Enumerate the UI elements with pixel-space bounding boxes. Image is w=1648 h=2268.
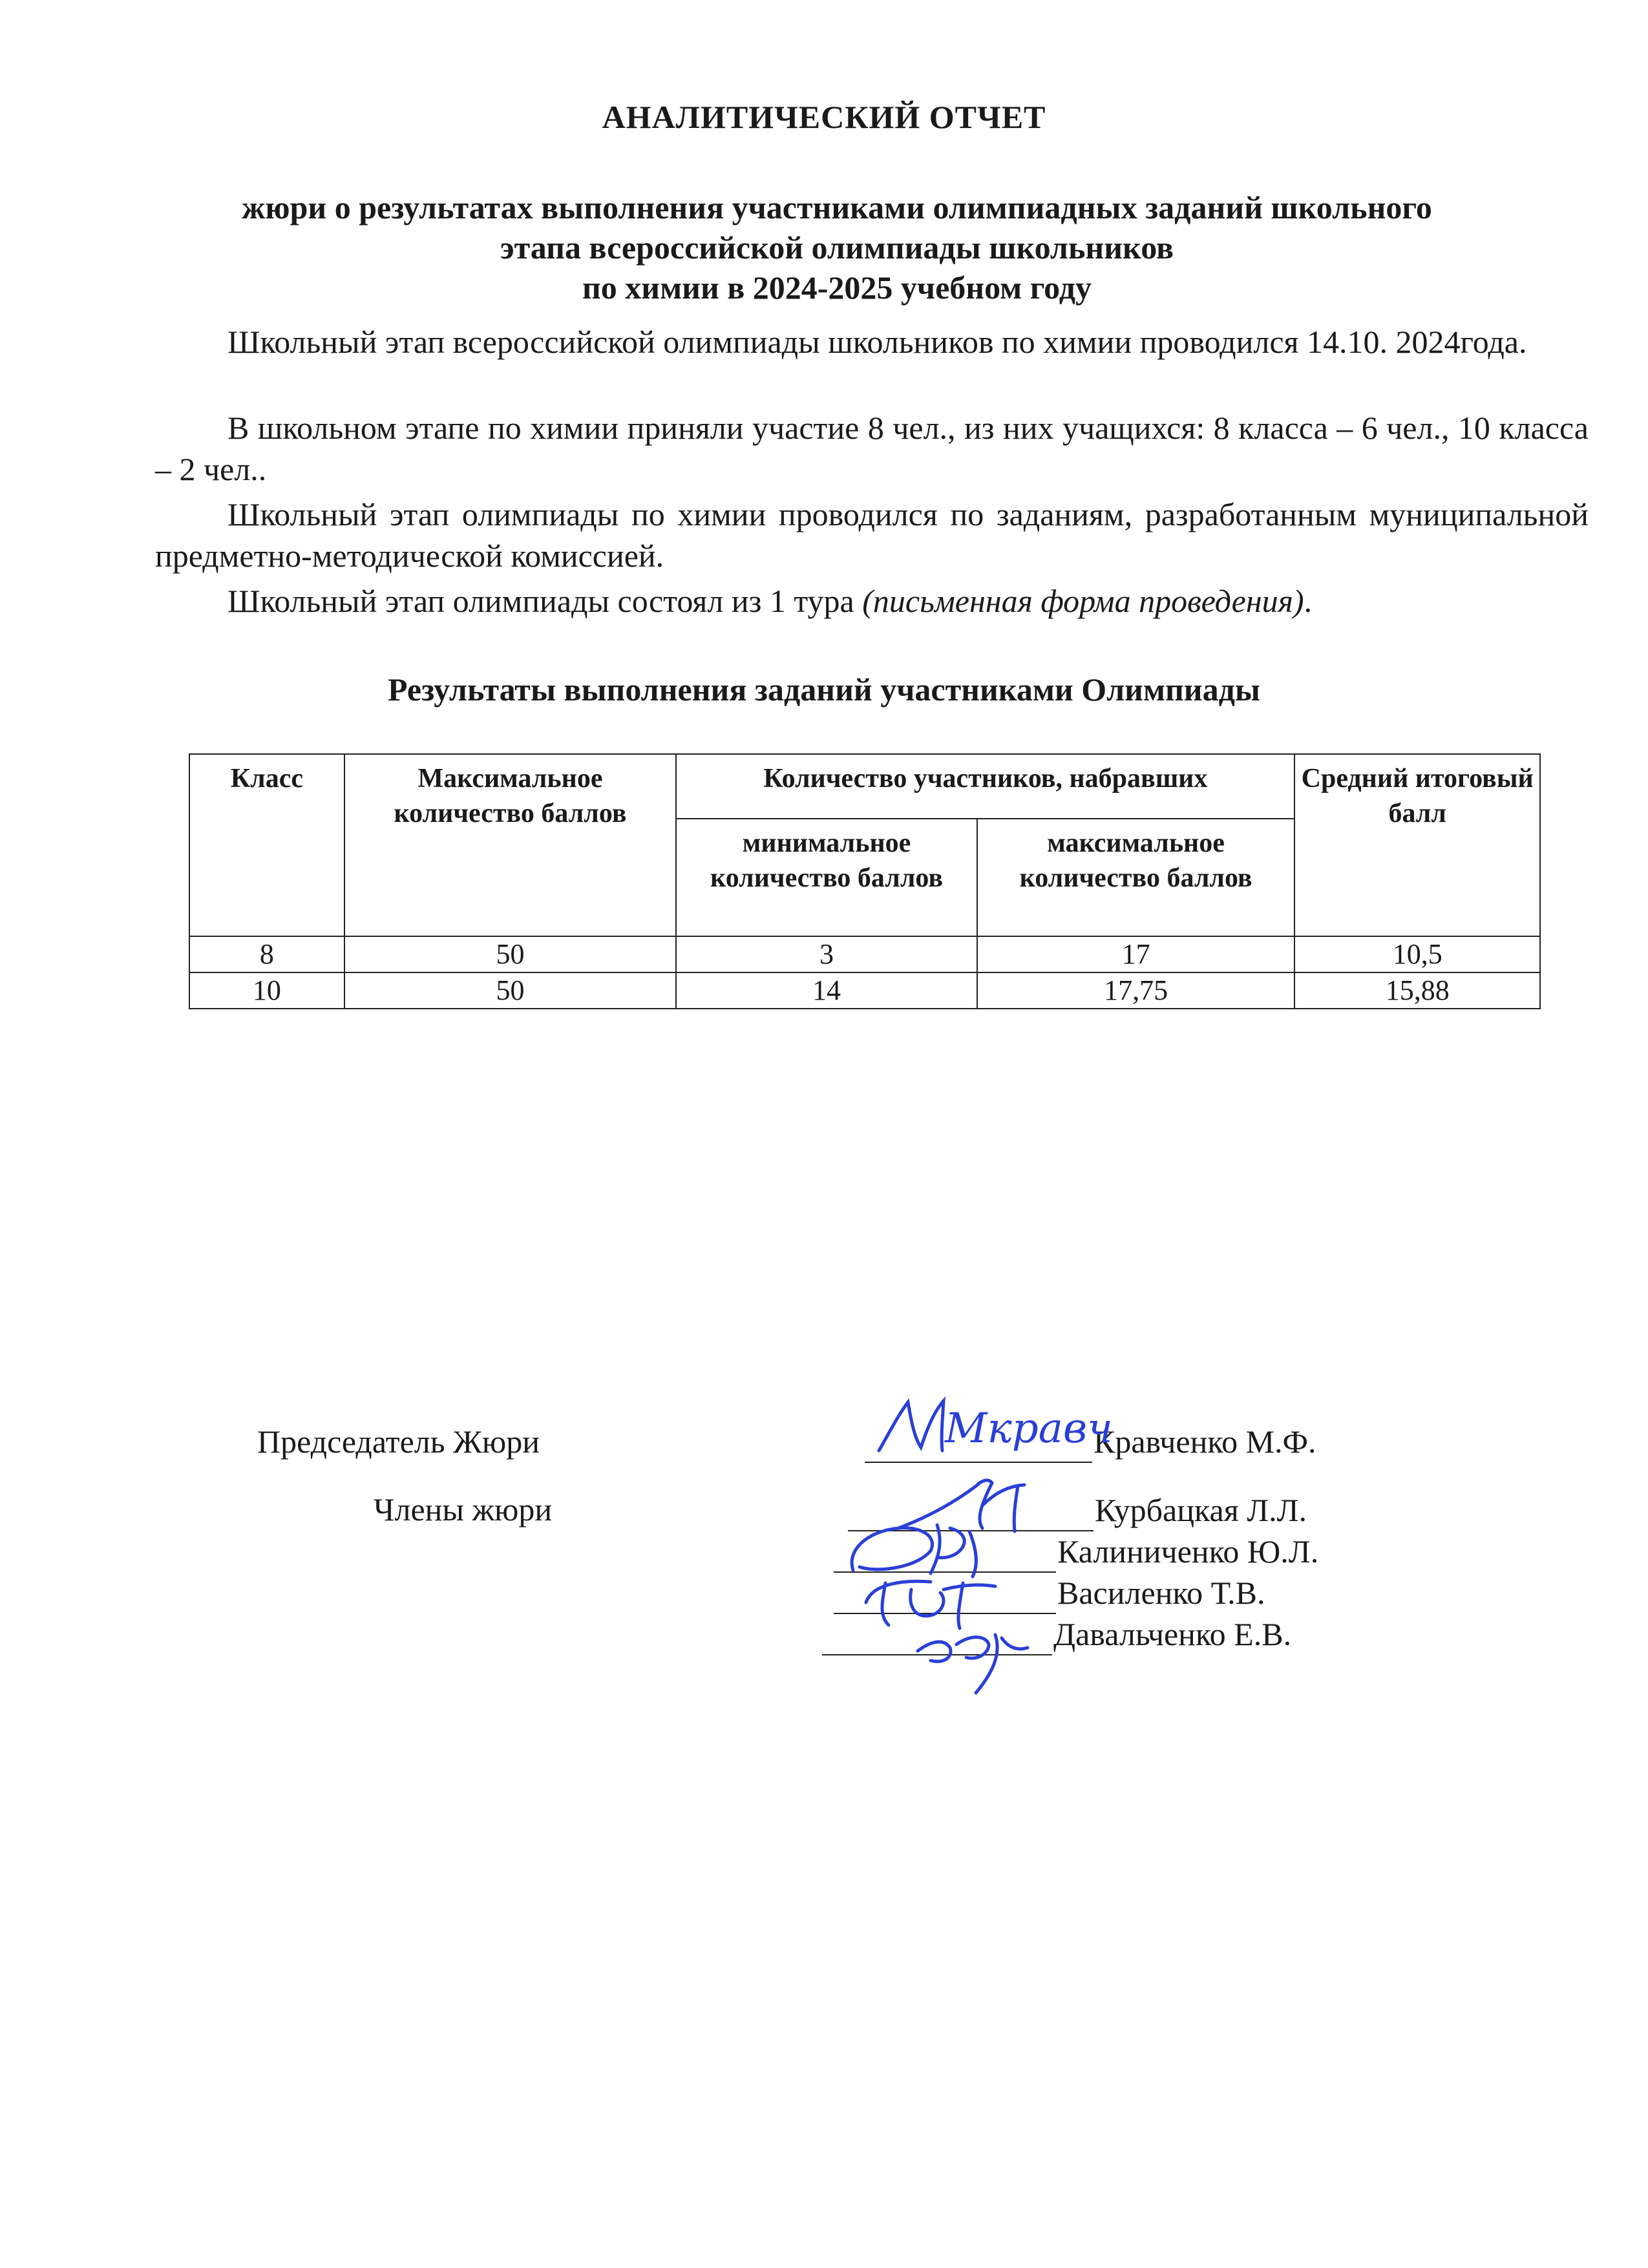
cell-max: 17,75 — [977, 972, 1295, 1009]
cell-max: 17 — [977, 936, 1295, 972]
paragraph-date: Школьный этап всероссийской олимпиады школьников по химии проводился 14.10. 2024года. — [227, 324, 1527, 360]
chair-name: Кравченко М.Ф. — [1093, 1423, 1316, 1460]
member-name-3: Василенко Т.В. — [1057, 1575, 1265, 1611]
header-max-score: Максимальное количество баллов — [344, 754, 677, 936]
header-average: Средний итоговый балл — [1294, 754, 1540, 936]
cell-class: 8 — [189, 936, 344, 972]
chair-signature — [872, 1389, 1113, 1467]
members-label: Члены жюри — [374, 1491, 553, 1528]
rounds-text: Школьный этап олимпиады состоял из 1 тура — [227, 583, 863, 619]
rounds-form: (письменная форма проведения) — [862, 583, 1304, 619]
document-title: АНАЛИТИЧЕСКИЙ ОТЧЕТ — [602, 99, 1046, 135]
subtitle-line: по химии в 2024-2025 учебном году — [582, 269, 1092, 306]
chair-signature-text: Мкравч — [945, 1405, 1113, 1453]
cell-max-score: 50 — [344, 972, 677, 1009]
paragraph-tasks: Школьный этап олимпиады по химии проводился по заданиям, разработанным муниципальной предметно-методической комиссией. — [155, 496, 1589, 574]
header-min-scored: минимальное количество баллов — [676, 819, 977, 936]
results-table — [189, 753, 1541, 1009]
table-title: Результаты выполнения заданий участниками Олимпиады — [388, 671, 1260, 708]
member-name-2: Калиниченко Ю.Л. — [1057, 1533, 1319, 1570]
member-signature-4 — [905, 1609, 1034, 1699]
rounds-end: . — [1304, 583, 1313, 619]
cell-avg: 10,5 — [1294, 936, 1540, 972]
header-max-scored: максимальное количество баллов — [977, 819, 1295, 936]
cell-min: 3 — [676, 936, 977, 972]
cell-max-score: 50 — [344, 936, 677, 972]
document-subtitle — [142, 187, 1532, 308]
subtitle-line: этапа всероссийской олимпиады школьников — [500, 229, 1174, 266]
paragraph-rounds — [155, 580, 1589, 622]
cell-avg: 15,88 — [1294, 972, 1540, 1009]
member-name-4: Давальченко Е.В. — [1053, 1616, 1292, 1652]
cell-min: 14 — [676, 972, 977, 1009]
table-row — [189, 936, 1540, 972]
paragraph-participants: В школьном этапе по химии приняли участие 8 чел., из них учащихся: 8 класса – 6 чел., 10 класса – 2 чел.. — [155, 410, 1589, 487]
subtitle-line: жюри о результатах выполнения участниками олимпиадных заданий школьного — [242, 189, 1432, 226]
chair-label: Председатель Жюри — [257, 1423, 540, 1460]
member-name-1: Курбацкая Л.Л. — [1095, 1492, 1307, 1528]
header-participants-group: Количество участников, набравших — [676, 754, 1294, 819]
table-row — [189, 972, 1540, 1009]
header-class: Класс — [189, 754, 344, 936]
cell-class: 10 — [189, 972, 344, 1009]
